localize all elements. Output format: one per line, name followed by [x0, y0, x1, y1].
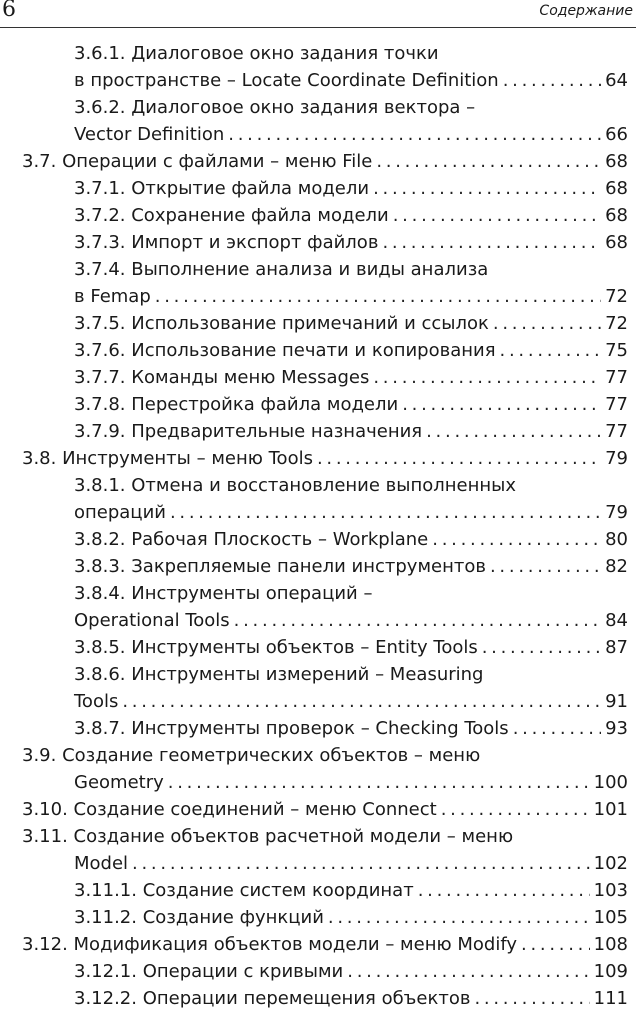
toc-entry-line: [0, 661, 636, 688]
toc-entry-title: 3.8.6. Инструменты измерений – Measuring: [74, 664, 484, 685]
toc-page-number: 105: [593, 907, 628, 928]
toc-entry-line: [0, 931, 636, 958]
toc-entry-line: [0, 202, 636, 229]
toc-entry-title: 3.10. Создание соединений – меню Connect: [22, 799, 437, 820]
toc-entry-title: 3.8.2. Рабочая Плоскость – Workplane: [74, 529, 429, 550]
toc-entry-title: 3.7.9. Предварительные назначения: [74, 421, 423, 442]
toc-dot-leader: [382, 229, 601, 256]
toc-entry-title: 3.7.6. Использование печати и копирования: [74, 340, 496, 361]
toc-page-number: 68: [605, 151, 628, 172]
toc-dot-leader: [441, 796, 590, 823]
toc-entry-line: [0, 175, 636, 202]
toc-entry-line: [0, 121, 636, 148]
toc-entry-title: 3.8.5. Инструменты объектов – Entity Tools: [74, 637, 478, 658]
toc-dot-leader: [521, 931, 590, 958]
toc-page-number: 77: [605, 421, 628, 442]
toc-dot-leader: [170, 499, 601, 526]
toc-entry-title: 3.7.4. Выполнение анализа и виды анализа: [74, 259, 489, 280]
toc-entry-line: [0, 67, 636, 94]
toc-entry-title: 3.6.2. Диалоговое окно задания вектора –: [74, 97, 476, 118]
toc-page-number: 68: [605, 232, 628, 253]
toc-entry-title: в пространстве – Locate Coordinate Definition: [74, 70, 499, 91]
toc-dot-leader: [493, 310, 601, 337]
toc-dot-leader: [132, 850, 590, 877]
toc-dot-leader: [500, 337, 602, 364]
table-of-contents: [0, 40, 636, 1012]
toc-entry-title: 3.9. Создание геометрических объектов – меню: [22, 745, 481, 766]
toc-entry-line: [0, 823, 636, 850]
toc-entry-line: [0, 526, 636, 553]
toc-entry-line: [0, 742, 636, 769]
toc-dot-leader: [503, 67, 601, 94]
toc-entry-title: 3.8. Инструменты – меню Tools: [22, 448, 313, 469]
toc-dot-leader: [402, 391, 601, 418]
toc-dot-leader: [426, 418, 601, 445]
toc-dot-leader: [474, 985, 589, 1012]
toc-page-number: 109: [593, 961, 628, 982]
toc-dot-leader: [432, 526, 601, 553]
toc-dot-leader: [373, 364, 601, 391]
toc-dot-leader: [490, 553, 601, 580]
toc-entry-title: в Femap: [74, 286, 151, 307]
toc-entry-title: 3.11.2. Создание функций: [74, 907, 324, 928]
toc-dot-leader: [482, 634, 601, 661]
toc-page-number: 100: [593, 772, 628, 793]
running-head: Содержание: [539, 3, 633, 19]
toc-entry-line: [0, 445, 636, 472]
toc-entry-line: [0, 553, 636, 580]
toc-entry-line: [0, 634, 636, 661]
toc-page-number: 102: [593, 853, 628, 874]
toc-entry-title: 3.12.2. Операции перемещения объектов: [74, 988, 471, 1009]
toc-dot-leader: [155, 283, 601, 310]
toc-page-number: 68: [605, 178, 628, 199]
toc-dot-leader: [122, 688, 601, 715]
toc-entry-title: 3.7.5. Использование примечаний и ссылок: [74, 313, 489, 334]
toc-entry-title: 3.7.8. Перестройка файла модели: [74, 394, 399, 415]
toc-page-number: 75: [605, 340, 628, 361]
toc-entry-title: 3.8.1. Отмена и восстановление выполненных: [74, 475, 517, 496]
toc-page-number: 82: [605, 556, 628, 577]
toc-dot-leader: [328, 904, 590, 931]
toc-entry-line: [0, 337, 636, 364]
toc-entry-line: [0, 418, 636, 445]
toc-entry-title: 3.11. Создание объектов расчетной модели – меню: [22, 826, 514, 847]
toc-dot-leader: [317, 445, 601, 472]
toc-entry-line: [0, 877, 636, 904]
toc-page-number: 66: [605, 124, 628, 145]
toc-entry-title: Geometry: [74, 772, 164, 793]
toc-entry-title: операций: [74, 502, 166, 523]
toc-page-number: 64: [605, 70, 628, 91]
toc-entry-line: [0, 256, 636, 283]
toc-entry-line: [0, 472, 636, 499]
toc-dot-leader: [234, 607, 601, 634]
toc-dot-leader: [347, 958, 589, 985]
toc-entry-title: 3.7.1. Открытие файла модели: [74, 178, 370, 199]
toc-entry-line: [0, 715, 636, 742]
toc-entry-line: [0, 607, 636, 634]
toc-entry-title: 3.7. Операции с файлами – меню File: [22, 151, 373, 172]
toc-entry-title: 3.11.1. Создание систем координат: [74, 880, 414, 901]
toc-entry-line: [0, 958, 636, 985]
page-header: [0, 0, 636, 26]
toc-page-number: 77: [605, 394, 628, 415]
toc-entry-line: [0, 364, 636, 391]
toc-page-number: 91: [605, 691, 628, 712]
toc-entry-line: [0, 229, 636, 256]
toc-entry-title: 3.8.4. Инструменты операций –: [74, 583, 373, 604]
toc-page-number: 68: [605, 205, 628, 226]
toc-dot-leader: [376, 148, 601, 175]
toc-page-number: 101: [593, 799, 628, 820]
toc-entry-title: 3.7.7. Команды меню Messages: [74, 367, 370, 388]
toc-entry-title: 3.12.1. Операции с кривыми: [74, 961, 344, 982]
toc-page-number: 80: [605, 529, 628, 550]
toc-entry-title: 3.8.3. Закрепляемые панели инструментов: [74, 556, 486, 577]
toc-entry-title: 3.7.3. Импорт и экспорт файлов: [74, 232, 379, 253]
toc-entry-title: 3.12. Модификация объектов модели – меню Modify: [22, 934, 517, 955]
toc-page-number: 103: [593, 880, 628, 901]
toc-entry-line: [0, 148, 636, 175]
toc-entry-line: [0, 850, 636, 877]
toc-entry-line: [0, 904, 636, 931]
toc-dot-leader: [418, 877, 590, 904]
toc-entry-line: [0, 391, 636, 418]
toc-page-number: 72: [605, 286, 628, 307]
toc-page-number: 77: [605, 367, 628, 388]
toc-page-number: 111: [593, 988, 628, 1009]
toc-entry-line: [0, 796, 636, 823]
toc-entry-line: [0, 499, 636, 526]
toc-entry-title: Model: [74, 853, 129, 874]
toc-entry-title: 3.7.2. Сохранение файла модели: [74, 205, 389, 226]
toc-page-number: 79: [605, 502, 628, 523]
toc-entry-title: 3.6.1. Диалоговое окно задания точки: [74, 43, 439, 64]
toc-entry-line: [0, 688, 636, 715]
toc-dot-leader: [168, 769, 590, 796]
toc-entry-line: [0, 769, 636, 796]
toc-page-number: 93: [605, 718, 628, 739]
toc-entry-line: [0, 40, 636, 67]
toc-entry-title: Tools: [74, 691, 119, 712]
toc-page-number: 87: [605, 637, 628, 658]
toc-entry-title: Vector Definition: [74, 124, 225, 145]
toc-page-number: 108: [593, 934, 628, 955]
toc-dot-leader: [393, 202, 601, 229]
page-number: 6: [2, 0, 16, 22]
toc-dot-leader: [228, 121, 601, 148]
toc-entry-line: [0, 94, 636, 121]
toc-entry-line: [0, 580, 636, 607]
toc-entry-line: [0, 310, 636, 337]
toc-entry-title: 3.8.7. Инструменты проверок – Checking Tools: [74, 718, 509, 739]
toc-entry-line: [0, 283, 636, 310]
toc-dot-leader: [373, 175, 601, 202]
toc-page-number: 72: [605, 313, 628, 334]
toc-dot-leader: [513, 715, 601, 742]
toc-page-number: 84: [605, 610, 628, 631]
toc-entry-line: [0, 985, 636, 1012]
toc-entry-title: Operational Tools: [74, 610, 230, 631]
toc-page-number: 79: [605, 448, 628, 469]
header-rule: [0, 27, 636, 28]
